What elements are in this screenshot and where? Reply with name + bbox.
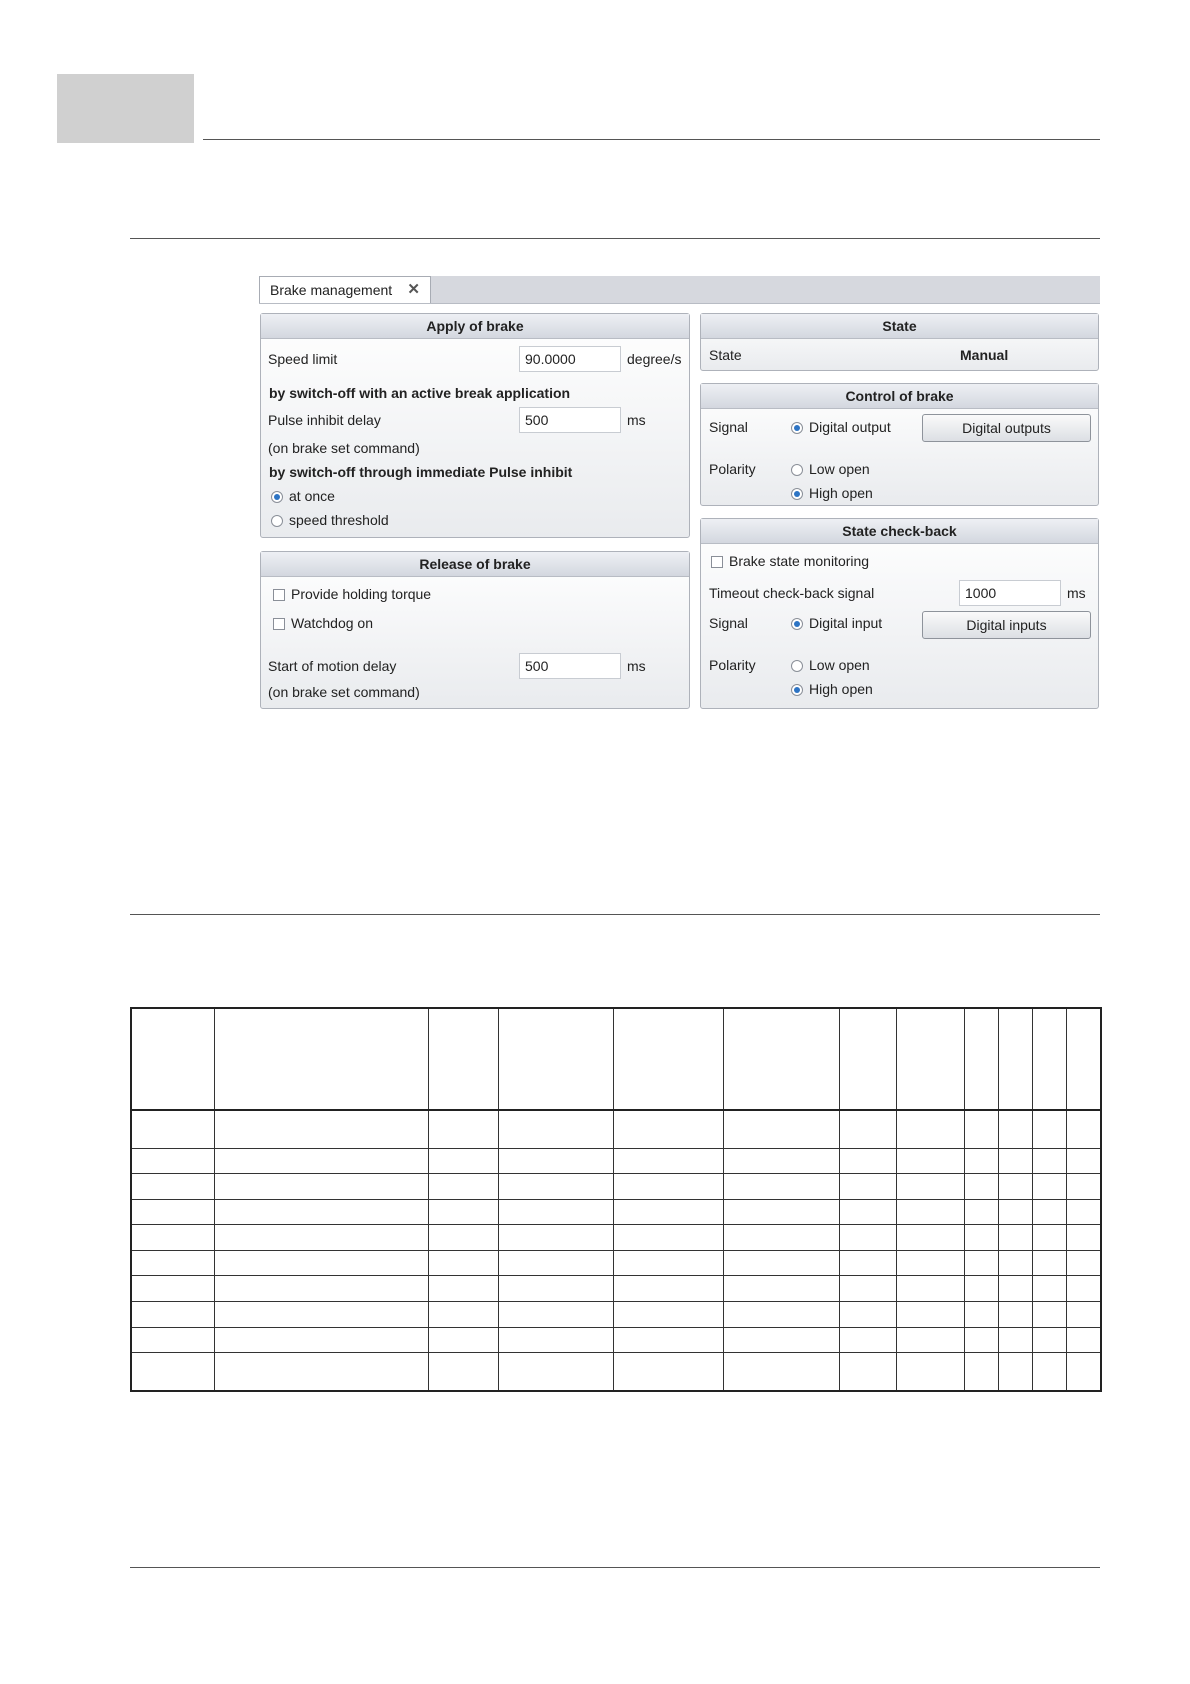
start-motion-delay-note: (on brake set command) [268,684,420,700]
table-cell [613,1276,723,1302]
pulse-inhibit-delay-input[interactable]: 500 [519,407,621,433]
table-cell [214,1302,428,1328]
switch-off-immediate-heading: by switch-off through immediate Pulse inhibit [269,464,573,480]
table-row [131,1199,1101,1225]
timeout-label: Timeout check-back signal [709,585,875,601]
table-cell [998,1302,1032,1328]
table-cell [896,1327,964,1353]
start-motion-delay-label: Start of motion delay [268,658,397,674]
timeout-unit: ms [1067,585,1086,601]
table-header-cell [964,1008,998,1110]
state-check-back-title: State check-back [701,519,1098,544]
table-cell [964,1110,998,1148]
apply-of-brake-group [260,313,690,538]
table-cell [964,1250,998,1276]
table-cell [1066,1174,1101,1200]
checkback-polarity-label: Polarity [709,657,756,673]
table-cell [723,1327,839,1353]
table-cell [498,1225,613,1251]
table-cell [1066,1225,1101,1251]
digital-output-radio[interactable] [791,422,803,434]
checkback-low-open-radio[interactable] [791,660,803,672]
tab-brake-management[interactable] [259,276,431,303]
speed-threshold-radio[interactable] [271,515,283,527]
table-cell [839,1199,896,1225]
table-cell [998,1148,1032,1174]
table-header-cell [1032,1008,1066,1110]
table-cell [428,1250,498,1276]
table-cell [839,1302,896,1328]
timeout-input[interactable]: 1000 [959,580,1061,606]
checkback-high-open-label: High open [809,681,873,697]
empty-table [130,1007,1102,1392]
digital-input-label: Digital input [809,615,883,631]
control-low-open-label: Low open [809,461,870,477]
table-cell [964,1302,998,1328]
table-cell [214,1276,428,1302]
table-row [131,1174,1101,1200]
table-cell [214,1250,428,1276]
table-cell [1066,1327,1101,1353]
state-group [700,313,1099,371]
watchdog-label: Watchdog on [291,615,373,631]
table-cell [498,1276,613,1302]
table-cell [998,1250,1032,1276]
table-cell [131,1174,214,1200]
state-value: Manual [960,347,1009,363]
checkback-high-open-radio[interactable] [791,684,803,696]
table-cell [998,1276,1032,1302]
table-header-cell [723,1008,839,1110]
table-cell [964,1225,998,1251]
table-cell [839,1110,896,1148]
table-cell [214,1327,428,1353]
release-of-brake-title: Release of brake [261,552,689,577]
table-cell [1032,1148,1066,1174]
brake-state-monitoring-label: Brake state monitoring [729,553,870,569]
digital-input-radio[interactable] [791,618,803,630]
table-header-cell [1066,1008,1101,1110]
table-cell [131,1327,214,1353]
table-cell [613,1225,723,1251]
control-polarity-label: Polarity [709,461,756,477]
table-header-cell [896,1008,964,1110]
table-cell [839,1148,896,1174]
header-rule [203,139,1100,140]
table-cell [839,1327,896,1353]
table-cell [131,1199,214,1225]
table-cell [1066,1302,1101,1328]
table-cell [498,1327,613,1353]
table-cell [131,1276,214,1302]
table-cell [428,1353,498,1391]
watchdog-checkbox[interactable] [273,618,285,630]
state-label: State [709,347,742,363]
table-cell [998,1199,1032,1225]
table-cell [964,1276,998,1302]
table-cell [428,1148,498,1174]
table-cell [723,1225,839,1251]
table-cell [498,1302,613,1328]
table-cell [131,1225,214,1251]
table-cell [896,1353,964,1391]
brake-state-monitoring-checkbox[interactable] [711,556,723,568]
table-cell [498,1110,613,1148]
table-cell [998,1110,1032,1148]
table-cell [428,1199,498,1225]
table-cell [839,1276,896,1302]
close-icon[interactable]: ✕ [407,281,420,298]
table-cell [428,1225,498,1251]
table-row [131,1250,1101,1276]
table-cell [1032,1302,1066,1328]
table-cell [613,1148,723,1174]
table-cell [214,1110,428,1148]
apply-of-brake-title: Apply of brake [261,314,689,339]
pulse-inhibit-delay-unit: ms [627,412,646,428]
table-header-cell [998,1008,1032,1110]
table-cell [498,1148,613,1174]
pulse-inhibit-delay-label: Pulse inhibit delay [268,412,381,428]
table-cell [498,1250,613,1276]
section-rule-top [130,238,1100,239]
table-cell [896,1148,964,1174]
digital-outputs-button[interactable]: Digital outputs [922,414,1091,442]
table-cell [998,1225,1032,1251]
table-cell [896,1199,964,1225]
table-cell [723,1250,839,1276]
table-cell [613,1199,723,1225]
table-cell [964,1148,998,1174]
table-cell [896,1225,964,1251]
table-cell [1032,1353,1066,1391]
table-cell [131,1250,214,1276]
control-of-brake-title: Control of brake [701,384,1098,409]
table-cell [131,1353,214,1391]
table-cell [723,1110,839,1148]
table-cell [613,1110,723,1148]
table-header-cell [131,1008,214,1110]
control-signal-label: Signal [709,419,748,435]
table-cell [1066,1250,1101,1276]
table-cell [131,1148,214,1174]
table-cell [723,1353,839,1391]
table-row [131,1276,1101,1302]
start-motion-delay-input[interactable]: 500 [519,653,621,679]
control-of-brake-group [700,383,1099,506]
at-once-radio[interactable] [271,491,283,503]
table-cell [428,1174,498,1200]
checkback-signal-label: Signal [709,615,748,631]
table-row [131,1353,1101,1391]
table-cell [1066,1353,1101,1391]
table-row [131,1327,1101,1353]
table-row [131,1225,1101,1251]
table-cell [613,1250,723,1276]
table-cell [723,1302,839,1328]
table-cell [1066,1199,1101,1225]
table-row [131,1110,1101,1148]
table-header-cell [428,1008,498,1110]
table-header-cell [498,1008,613,1110]
table-cell [896,1250,964,1276]
speed-threshold-label: speed threshold [289,512,389,528]
table-cell [1032,1276,1066,1302]
tab-label: Brake management [270,282,393,298]
control-high-open-radio[interactable] [791,488,803,500]
table-cell [723,1148,839,1174]
state-title: State [701,314,1098,339]
table-cell [1066,1276,1101,1302]
table-cell [964,1199,998,1225]
start-motion-delay-unit: ms [627,658,646,674]
table-cell [1032,1250,1066,1276]
table-cell [1066,1148,1101,1174]
digital-output-label: Digital output [809,419,891,435]
table-cell [613,1327,723,1353]
section-rule-middle [130,914,1100,915]
table-cell [1032,1199,1066,1225]
table-cell [428,1110,498,1148]
digital-inputs-button[interactable]: Digital inputs [922,611,1091,639]
table-cell [998,1353,1032,1391]
checkback-low-open-label: Low open [809,657,870,673]
table-cell [1032,1174,1066,1200]
table-cell [839,1174,896,1200]
pulse-inhibit-delay-note: (on brake set command) [268,440,420,456]
table-cell [498,1353,613,1391]
table-header-row [131,1008,1101,1110]
table-cell [839,1353,896,1391]
tab-bar [259,276,1100,304]
table-cell [498,1174,613,1200]
speed-limit-label: Speed limit [268,351,338,367]
table-cell [723,1174,839,1200]
table-cell [214,1174,428,1200]
table-cell [1032,1225,1066,1251]
switch-off-active-heading: by switch-off with an active break application [269,385,571,401]
speed-limit-input[interactable]: 90.0000 [519,346,621,372]
table-cell [896,1110,964,1148]
holding-torque-checkbox[interactable] [273,589,285,601]
table-cell [613,1302,723,1328]
table-cell [839,1225,896,1251]
table-cell [998,1174,1032,1200]
table-cell [723,1199,839,1225]
table-row [131,1148,1101,1174]
release-of-brake-group [260,551,690,709]
table-cell [1032,1327,1066,1353]
table-cell [428,1302,498,1328]
table-header-cell [839,1008,896,1110]
table-cell [964,1327,998,1353]
table-cell [998,1327,1032,1353]
table-cell [131,1110,214,1148]
table-cell [613,1174,723,1200]
table-cell [839,1250,896,1276]
table-cell [964,1353,998,1391]
table-cell [214,1353,428,1391]
footer-rule [130,1567,1100,1568]
at-once-label: at once [289,488,335,504]
table-cell [613,1353,723,1391]
table-cell [498,1199,613,1225]
table-cell [896,1302,964,1328]
table-cell [964,1174,998,1200]
table-cell [723,1276,839,1302]
table-cell [428,1327,498,1353]
table-row [131,1302,1101,1328]
table-cell [896,1276,964,1302]
table-header-cell [214,1008,428,1110]
table-cell [896,1174,964,1200]
control-high-open-label: High open [809,485,873,501]
table-cell [131,1302,214,1328]
table-cell [214,1148,428,1174]
table-header-cell [613,1008,723,1110]
state-check-back-group [700,518,1099,709]
chapter-marker [57,74,194,143]
table-cell [1032,1110,1066,1148]
speed-limit-unit: degree/s [627,351,682,367]
control-low-open-radio[interactable] [791,464,803,476]
table-cell [214,1225,428,1251]
table-cell [214,1199,428,1225]
table-cell [1066,1110,1101,1148]
table-cell [428,1276,498,1302]
brake-management-window [259,276,1100,709]
holding-torque-label: Provide holding torque [291,586,432,602]
